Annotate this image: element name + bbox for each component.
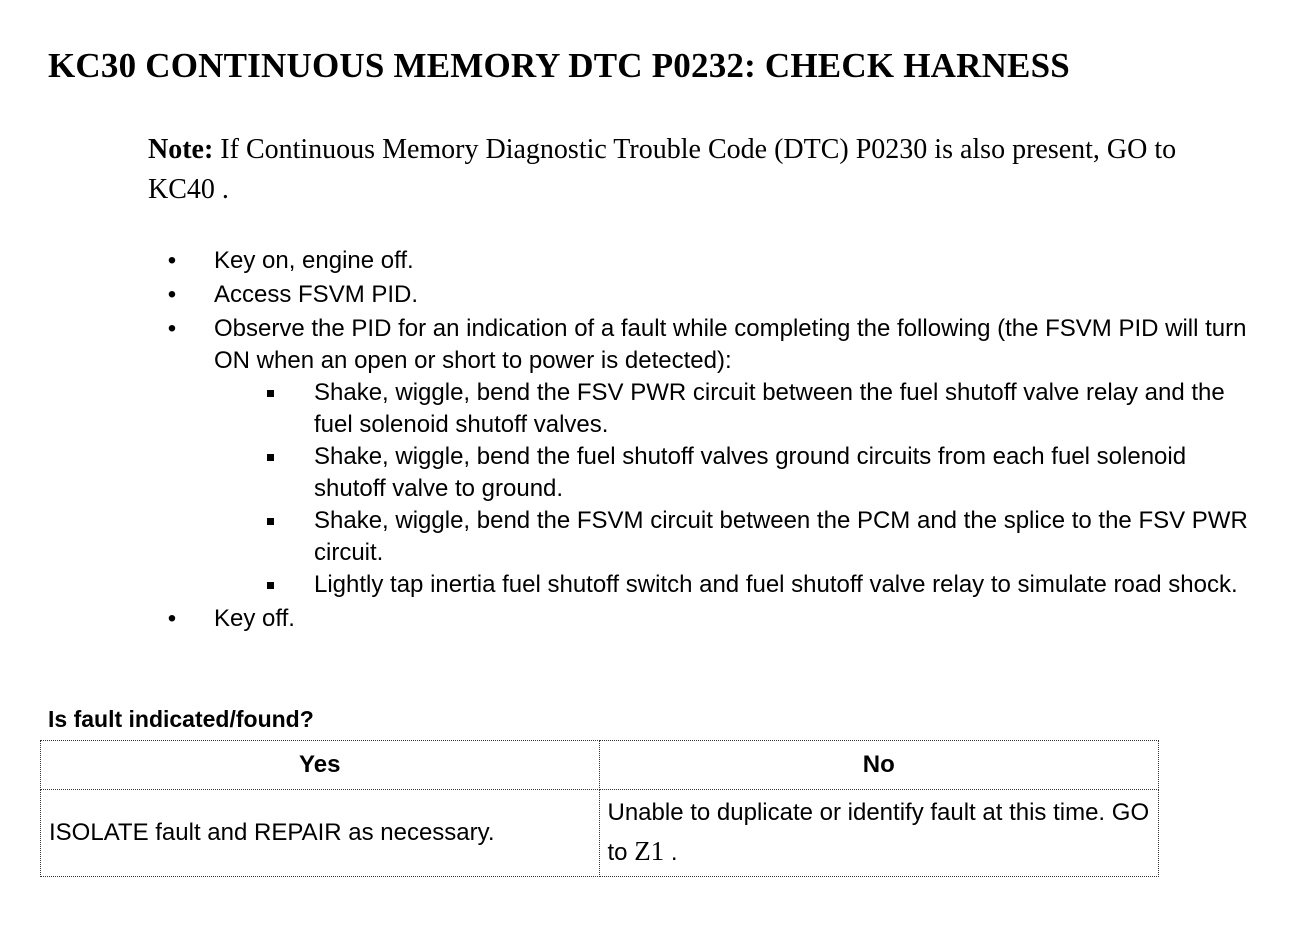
step-text: Key on, engine off. [214,247,414,274]
substep-item [314,377,1254,441]
step-text: Access FSVM PID. [214,281,419,308]
table-header-row [41,741,1159,790]
step-list [167,245,1254,637]
square-bullet-icon [267,518,274,525]
step-item [167,313,1254,601]
square-bullet-icon [267,390,274,397]
substep-text: Shake, wiggle, bend the FSVM circuit between the PCM and the splice to the FSV PWR circuit. [314,507,1248,566]
kc40-link[interactable]: KC40 [148,174,215,205]
bullet-icon: • [167,315,177,342]
substep-item [314,441,1254,505]
bullet-icon: • [167,605,177,632]
step-item [167,603,1254,635]
substep-text: Shake, wiggle, bend the fuel shutoff valves ground circuits from each fuel solenoid shutoff valve to ground. [314,443,1187,502]
note-paragraph [148,130,1208,210]
z1-link[interactable]: Z1 [634,836,665,866]
substep-text: Shake, wiggle, bend the FSV PWR circuit between the fuel shutoff valve relay and the fuel solenoid shutoff valves. [314,379,1225,438]
step-text: Observe the PID for an indication of a fault while completing the following (the FSVM PID will turn ON when an open or short to power is detected): [214,315,1247,374]
question-heading: Is fault indicated/found? [48,706,314,732]
substep-item [314,569,1254,601]
square-bullet-icon [267,454,274,461]
substep-text: Lightly tap inertia fuel shutoff switch and fuel shutoff valve relay to simulate road shock. [314,571,1238,598]
answer-table [40,740,1159,877]
page-title: KC30 CONTINUOUS MEMORY DTC P0232: CHECK HARNESS [48,46,1070,85]
note-suffix: . [214,174,229,205]
step-item [167,279,1254,311]
square-bullet-icon [267,582,274,589]
no-header: No [599,741,1159,790]
no-action-text: Unable to duplicate or identify fault at this time. GO to [607,799,1150,866]
substep-list [214,377,1254,601]
note-label: Note: [148,134,214,165]
bullet-icon: • [167,247,177,274]
note-text: If Continuous Memory Diagnostic Trouble Code (DTC) P0230 is also present, GO to [213,134,1177,165]
no-action-cell [599,790,1159,877]
table-row [41,790,1159,877]
substep-item [314,505,1254,569]
yes-header: Yes [41,741,600,790]
bullet-icon: • [167,281,177,308]
yes-action-cell: ISOLATE fault and REPAIR as necessary. [41,790,600,877]
step-text: Key off. [214,605,295,632]
no-action-suffix: . [664,839,678,866]
step-item [167,245,1254,277]
